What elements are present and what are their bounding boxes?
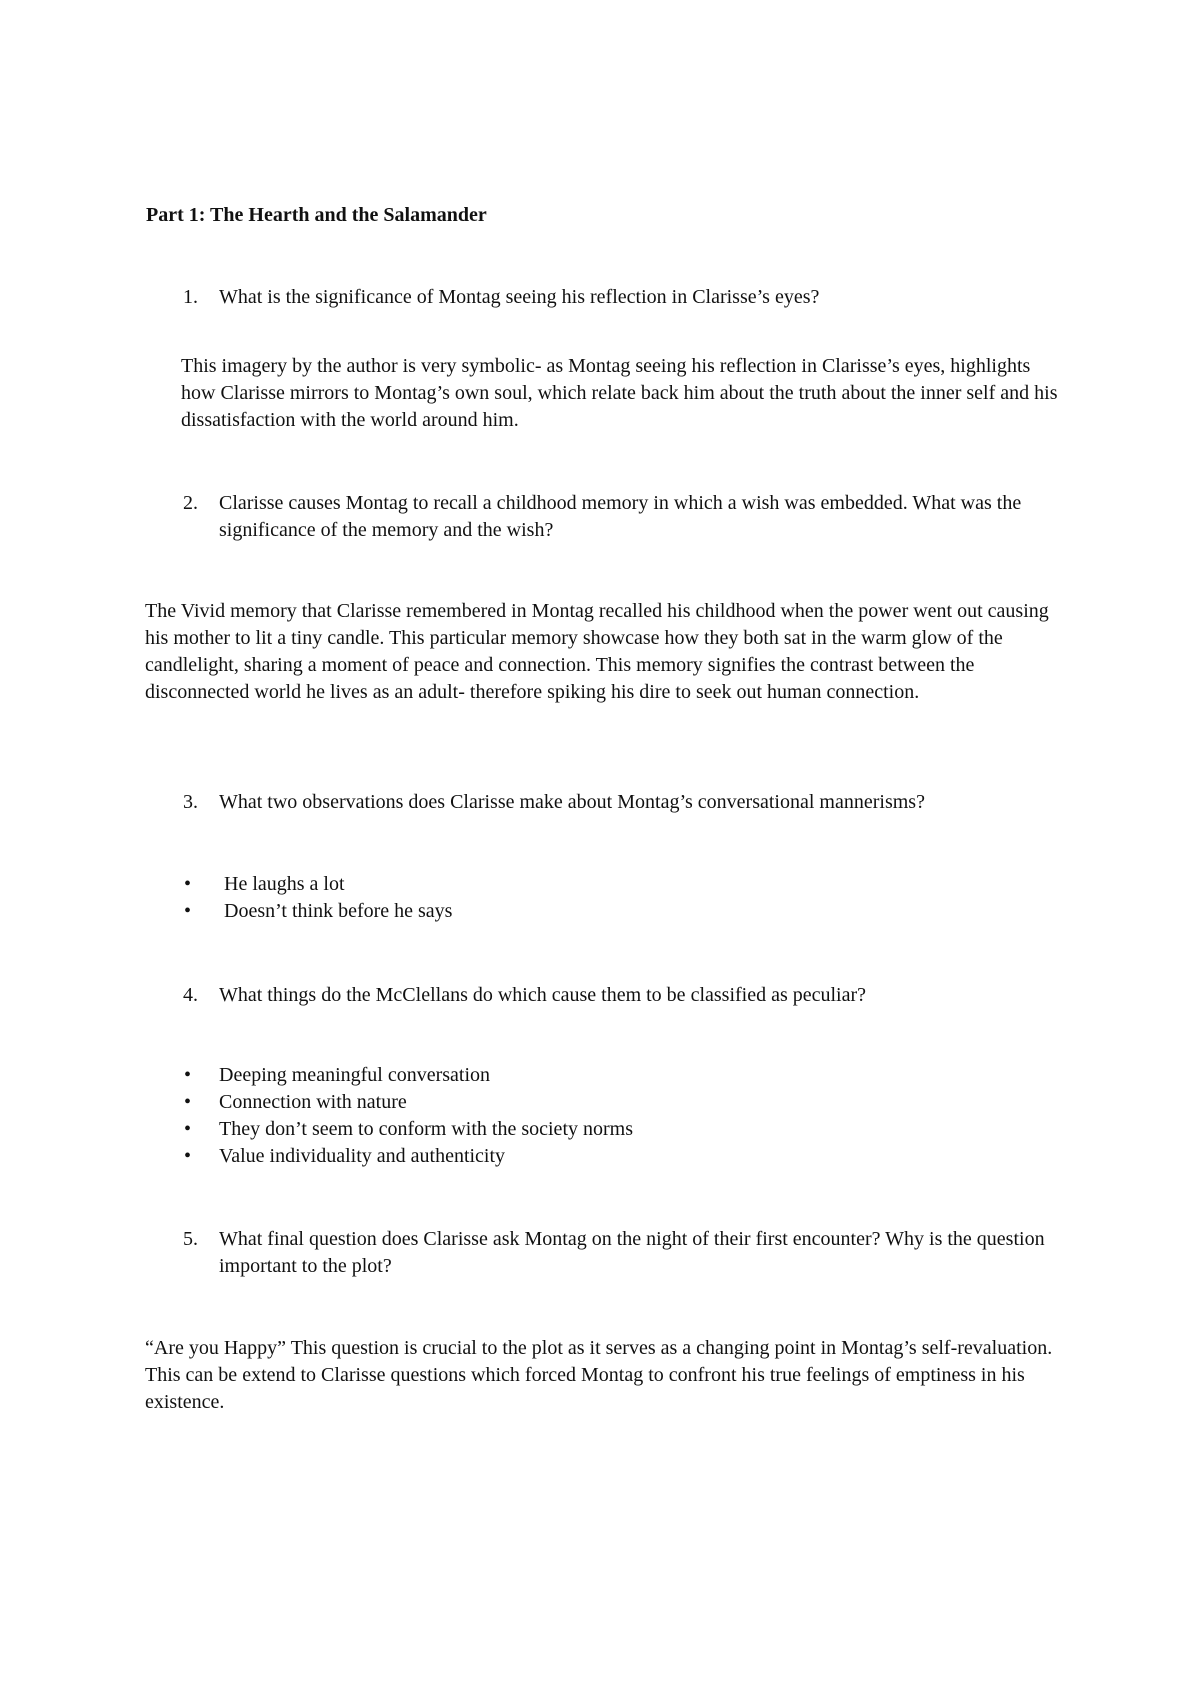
question-text: What is the significance of Montag seeing his reflection in Clarisse’s eyes? [219, 286, 820, 308]
question-4 [183, 982, 1063, 1009]
question-5 [183, 1226, 1063, 1280]
bullet-icon: • [184, 1118, 192, 1140]
question-3 [183, 789, 1063, 816]
question-number: 2. [183, 492, 198, 514]
bullet-icon: • [184, 873, 192, 895]
question-number: 1. [183, 286, 198, 308]
answer-1: This imagery by the author is very symbolic- as Montag seeing his reflection in Clarisse’s eyes, highlights how Clarisse mirrors to Montag’s own soul, which relate back him about the truth about the inner self and his dissatisfaction with the world around him. [181, 355, 1058, 431]
question-2 [183, 490, 1063, 544]
list-item [181, 1116, 981, 1143]
answer-5: “Are you Happy” This question is crucial to the plot as it serves as a changing point in Montag’s self-revaluation. This can be extend to Clarisse questions which forced Montag to confront his true feelings of emptiness in his existence. [145, 1337, 1053, 1413]
question-text: What two observations does Clarisse make about Montag’s conversational mannerisms? [219, 791, 925, 813]
bullet-icon: • [184, 1091, 192, 1113]
bullet-icon: • [184, 900, 192, 922]
question-text: Clarisse causes Montag to recall a childhood memory in which a wish was embedded. What was the significance of the memory and the wish? [219, 492, 1022, 541]
answer-2: The Vivid memory that Clarisse remembered in Montag recalled his childhood when the power went out causing his mother to lit a tiny candle. This particular memory showcase how they both sat in the warm glow of the candlelight, sharing a moment of peace and connection. This memory signifies the contrast between the disconnected world he lives as an adult- therefore spiking his dire to seek out human connection. [145, 600, 1049, 703]
list-item-text: They don’t seem to conform with the society norms [219, 1118, 633, 1140]
list-item [181, 871, 981, 898]
list-item [181, 1143, 981, 1170]
question-1 [183, 284, 1063, 311]
answer-4-list [181, 1062, 981, 1170]
list-item-text: Deeping meaningful conversation [219, 1064, 491, 1086]
list-item [181, 1089, 981, 1116]
question-number: 3. [183, 791, 198, 813]
question-number: 4. [183, 984, 198, 1006]
answer-3-list [181, 871, 981, 925]
bullet-icon: • [184, 1145, 192, 1167]
section-title: Part 1: The Hearth and the Salamander [146, 204, 487, 226]
question-text: What things do the McClellans do which cause them to be classified as peculiar? [219, 984, 867, 1006]
list-item-text: He laughs a lot [224, 873, 345, 895]
list-item [181, 1062, 981, 1089]
list-item-text: Connection with nature [219, 1091, 407, 1113]
list-item-text: Doesn’t think before he says [224, 900, 453, 922]
question-number: 5. [183, 1228, 198, 1250]
bullet-icon: • [184, 1064, 192, 1086]
list-item [181, 898, 981, 925]
question-text: What final question does Clarisse ask Montag on the night of their first encounter? Why is the question important to the plot? [219, 1228, 1045, 1277]
list-item-text: Value individuality and authenticity [219, 1145, 506, 1167]
